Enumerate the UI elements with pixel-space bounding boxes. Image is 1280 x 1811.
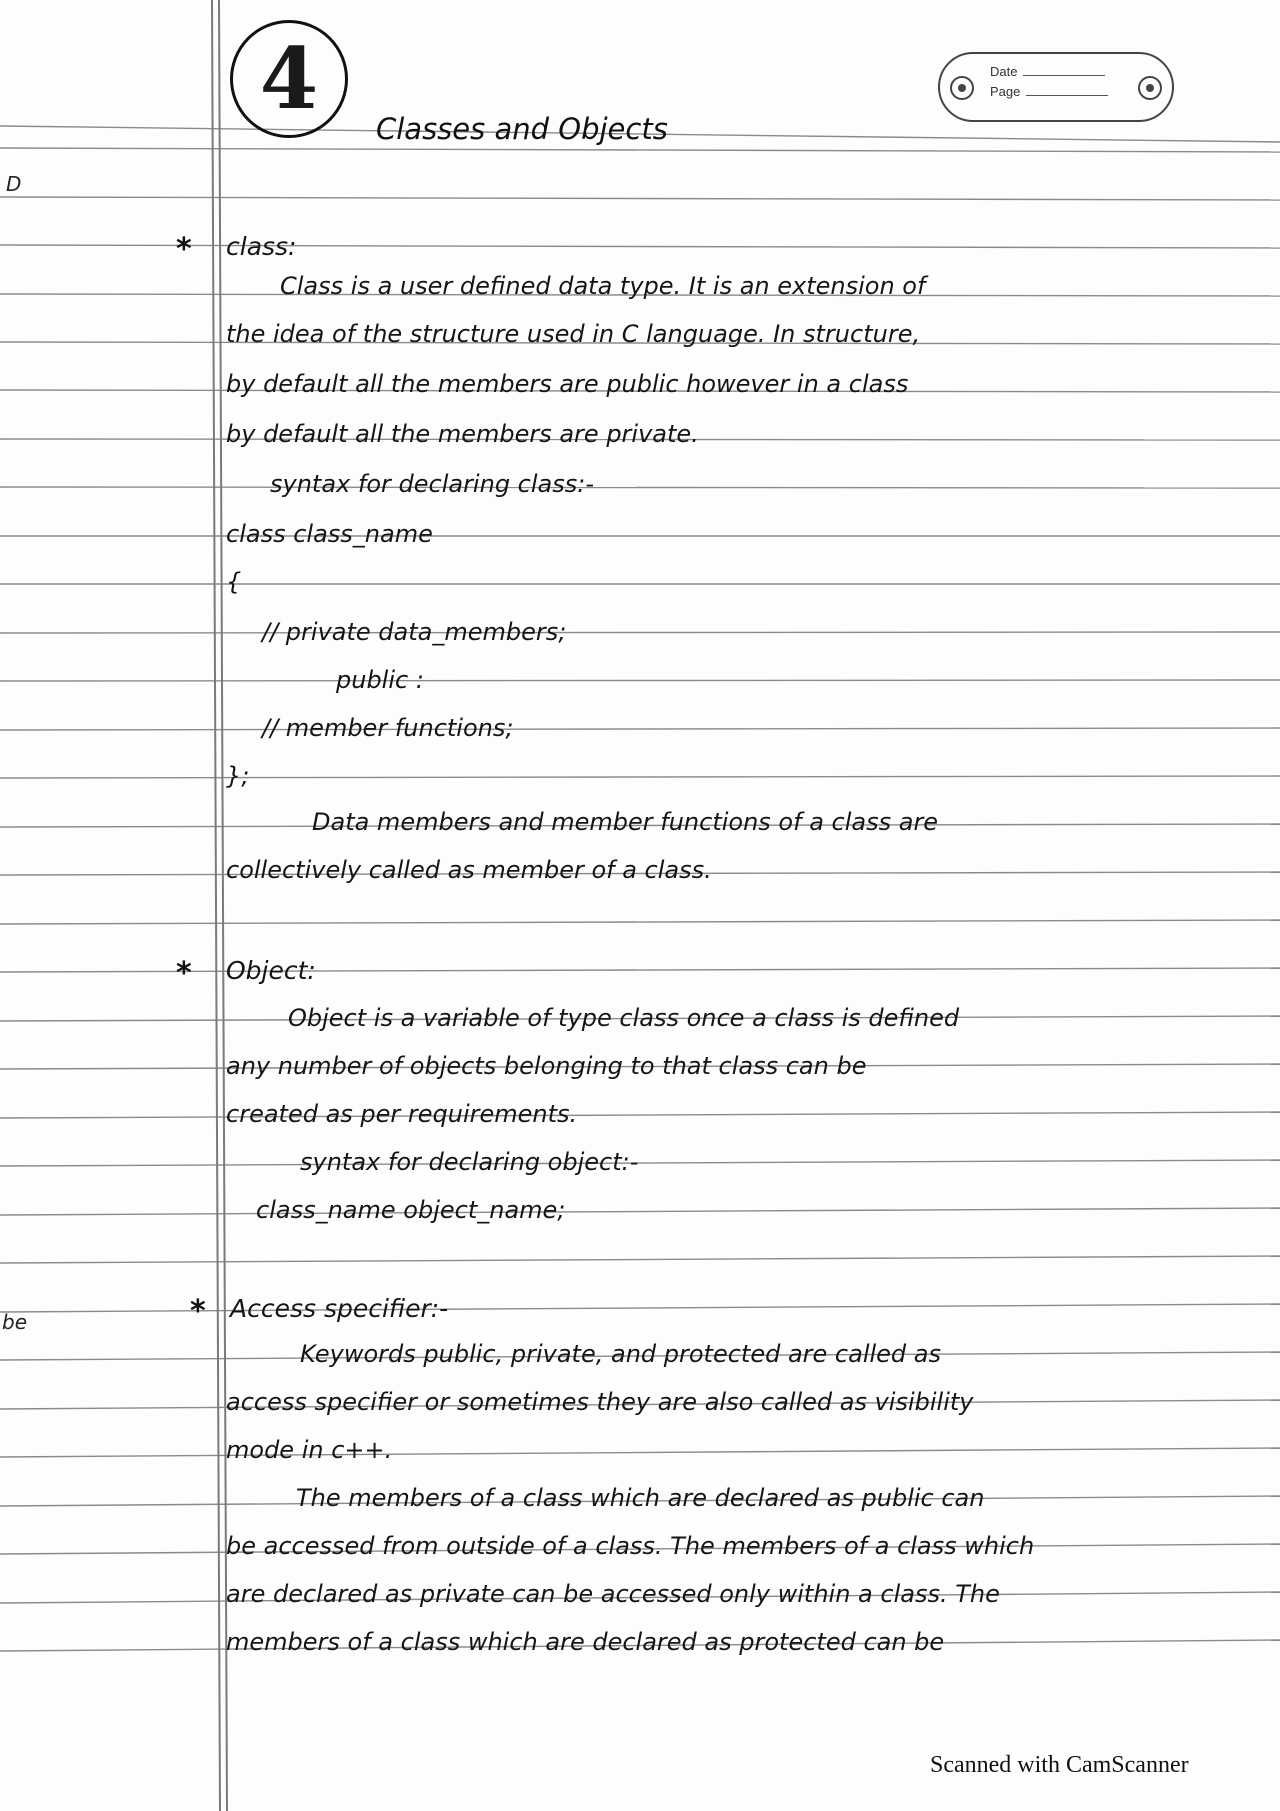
class-bullet: * (176, 232, 192, 267)
access-line: mode in c++. (226, 1436, 393, 1464)
page-row (990, 84, 1108, 99)
class-line: the idea of the structure used in C language. In structure, (226, 320, 921, 348)
class-line: Class is a user defined data type. It is an extension of (280, 272, 926, 300)
class-code-line: class class_name (226, 520, 433, 548)
class-code-line: // member functions; (262, 714, 514, 742)
class-line: by default all the members are public however in a class (226, 370, 909, 398)
date-label: Date (990, 64, 1018, 79)
access-line: be accessed from outside of a class. The members of a class which (226, 1532, 1035, 1560)
class-code-line: { (226, 568, 242, 596)
page-title: Classes and Objects (376, 112, 668, 146)
date-page-stamp (938, 52, 1174, 122)
class-line: Data members and member functions of a class are (312, 808, 939, 836)
class-code-line: public : (336, 666, 424, 694)
object-line: created as per requirements. (226, 1100, 578, 1128)
object-line: any number of objects belonging to that class can be (226, 1052, 867, 1080)
access-line: The members of a class which are declared as public can (296, 1484, 985, 1512)
object-line: Object is a variable of type class once a class is defined (288, 1004, 960, 1032)
chapter-number-badge (230, 20, 348, 138)
access-heading: Access specifier:- (230, 1294, 449, 1323)
class-code-line: // private data_members; (262, 618, 567, 646)
access-bullet: * (190, 1294, 206, 1329)
object-code-line: class_name object_name; (256, 1196, 566, 1224)
class-line: collectively called as member of a class. (226, 856, 712, 884)
scanner-watermark: Scanned with CamScanner (930, 1752, 1189, 1778)
margin-note-top: D (6, 172, 22, 196)
object-bullet: * (176, 956, 192, 991)
chapter-number: 4 (259, 29, 319, 128)
margin-note-mid: be (2, 1310, 27, 1334)
class-line: by default all the members are private. (226, 420, 699, 448)
page-label: Page (990, 84, 1021, 99)
stamp-right-ornament-icon (1138, 76, 1162, 100)
class-code-line: }; (226, 762, 250, 790)
access-line: are declared as private can be accessed only within a class. The (226, 1580, 1000, 1608)
object-heading: Object: (226, 956, 316, 985)
access-line: access specifier or sometimes they are also called as visibility (226, 1388, 974, 1416)
stamp-left-ornament-icon (950, 76, 974, 100)
class-heading: class: (226, 232, 297, 261)
access-line: members of a class which are declared as protected can be (226, 1628, 945, 1656)
date-row (990, 64, 1105, 79)
object-syntax-label: syntax for declaring object:- (300, 1148, 639, 1176)
access-line: Keywords public, private, and protected are called as (300, 1340, 942, 1368)
class-syntax-label: syntax for declaring class:- (270, 470, 594, 498)
